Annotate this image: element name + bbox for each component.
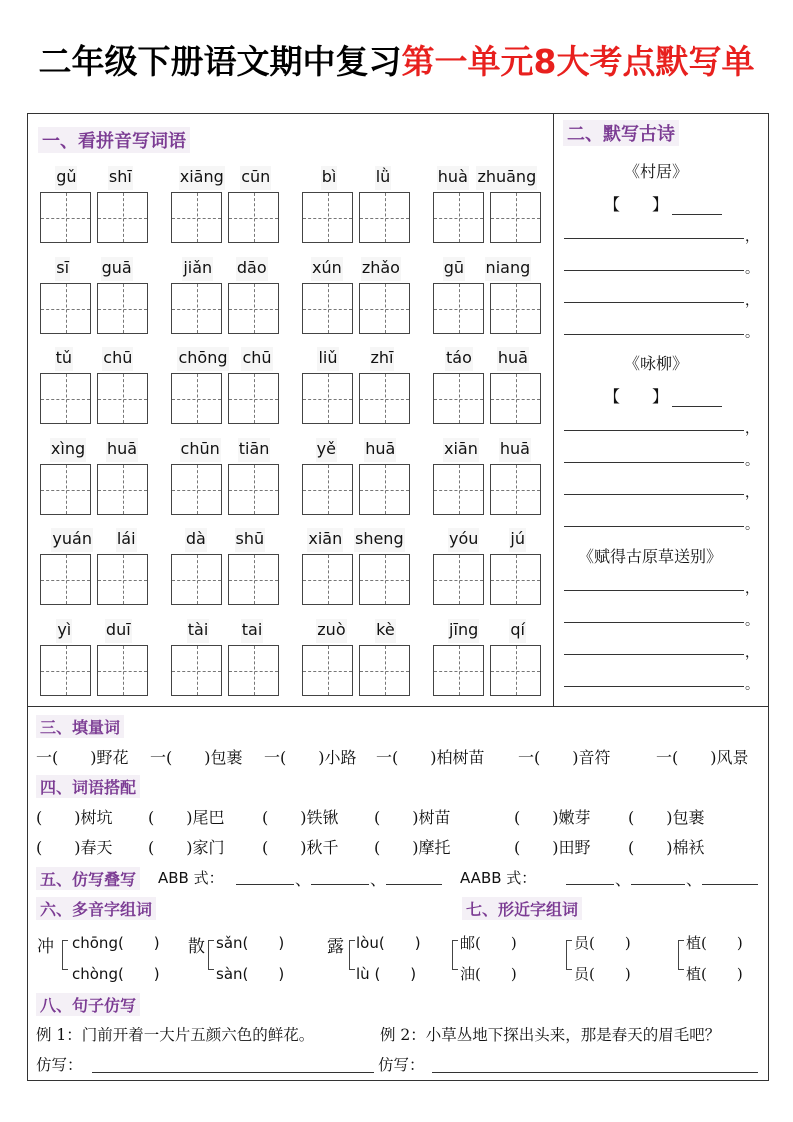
tian-zi-box[interactable] <box>359 554 410 605</box>
measure-item[interactable]: 一( )野花 <box>36 748 129 767</box>
writing-boxes <box>433 464 541 515</box>
polyphone-entry[interactable]: lòu( ) <box>356 934 421 952</box>
pinyin-label <box>302 528 410 552</box>
pinyin-syllable: dāo <box>236 257 268 281</box>
poem-line-blank[interactable] <box>564 238 744 239</box>
pinyin-word <box>40 528 148 605</box>
collocation-item[interactable]: ( )铁锹 <box>262 808 339 827</box>
pinyin-label <box>40 347 148 371</box>
pinyin-syllable: huā <box>499 438 531 462</box>
pinyin-word <box>433 528 541 605</box>
collocation-item[interactable]: ( )嫩芽 <box>514 808 591 827</box>
pinyin-word <box>433 257 541 334</box>
pinyin-syllable: xiāng <box>179 166 225 190</box>
poem-punct: 。 <box>745 677 759 693</box>
pinyin-syllable: lǜ <box>375 166 392 190</box>
writing-boxes <box>302 554 410 605</box>
tian-zi-box[interactable] <box>228 464 279 515</box>
pinyin-syllable: tǔ <box>55 347 73 371</box>
tian-zi-box[interactable] <box>97 373 148 424</box>
writing-boxes <box>171 554 279 605</box>
tian-zi-box[interactable] <box>228 373 279 424</box>
pinyin-label <box>171 257 279 281</box>
tian-zi-box[interactable] <box>490 645 541 696</box>
pinyin-syllable: sī <box>55 257 70 281</box>
writing-boxes <box>302 283 410 334</box>
pinyin-syllable: huā <box>497 347 529 371</box>
sec8-heading: 八、句子仿写 <box>36 993 140 1016</box>
measure-word-row <box>36 745 766 767</box>
tian-zi-box[interactable] <box>171 645 222 696</box>
polyphone-entry[interactable]: sàn( ) <box>216 965 285 983</box>
pinyin-syllable: zuò <box>316 619 346 643</box>
pinyin-syllable: chū <box>102 347 133 371</box>
writing-boxes <box>171 645 279 696</box>
tian-zi-box[interactable] <box>171 554 222 605</box>
tian-zi-box[interactable] <box>302 464 353 515</box>
measure-item[interactable]: 一( )音符 <box>518 748 611 767</box>
writing-boxes <box>40 645 148 696</box>
collocation-item[interactable]: ( )树苗 <box>374 808 451 827</box>
polyphone-char: 冲 <box>37 937 54 957</box>
pinyin-syllable: jīng <box>448 619 479 643</box>
pinyin-syllable: tài <box>187 619 210 643</box>
poem-punct: ， <box>745 229 759 245</box>
aabb-blank-3[interactable] <box>702 884 758 885</box>
pinyin-word <box>302 347 410 424</box>
writing-boxes <box>40 464 148 515</box>
writing-boxes <box>171 373 279 424</box>
sec3-heading: 三、填量词 <box>36 715 124 738</box>
similar-char-entry[interactable]: 邮( ) <box>460 934 517 952</box>
pinyin-syllable: zhī <box>370 347 395 371</box>
pinyin-label <box>302 619 410 643</box>
pinyin-word <box>302 619 410 696</box>
pinyin-syllable: sheng <box>354 528 405 552</box>
pinyin-syllable: huà <box>437 166 469 190</box>
tian-zi-box[interactable] <box>490 554 541 605</box>
brace <box>349 940 355 970</box>
imitate-label-2: 仿写： <box>378 1056 425 1074</box>
pinyin-syllable: cūn <box>240 166 271 190</box>
tian-zi-box[interactable] <box>490 373 541 424</box>
writing-boxes <box>171 283 279 334</box>
tian-zi-box[interactable] <box>40 192 91 243</box>
pinyin-syllable: huā <box>364 438 396 462</box>
tian-zi-box[interactable] <box>359 192 410 243</box>
collocation-item[interactable]: ( )春天 <box>36 838 113 857</box>
pinyin-label <box>40 619 148 643</box>
poem-line-blank[interactable] <box>564 686 744 687</box>
poem-title-cunju: 《村居》 <box>624 162 689 181</box>
aabb-label: AABB 式： <box>460 869 537 887</box>
pinyin-word <box>40 347 148 424</box>
pinyin-syllable: lái <box>116 528 137 552</box>
pinyin-label <box>171 347 279 371</box>
tian-zi-box[interactable] <box>171 373 222 424</box>
title-part1: 二年级下册语文期中复习 <box>38 42 402 81</box>
writing-boxes <box>433 373 541 424</box>
pinyin-syllable: bì <box>321 166 338 190</box>
tian-zi-box[interactable] <box>359 373 410 424</box>
tian-zi-box[interactable] <box>433 283 484 334</box>
tian-zi-box[interactable] <box>228 192 279 243</box>
tian-zi-box[interactable] <box>40 464 91 515</box>
brace <box>566 940 572 970</box>
writing-boxes <box>433 645 541 696</box>
poem-line-blank[interactable] <box>564 270 744 271</box>
pinyin-label <box>433 528 541 552</box>
pinyin-word <box>171 347 279 424</box>
example-1: 例 1：门前开着一大片五颜六色的鲜花。 <box>36 1026 315 1044</box>
pinyin-word <box>433 438 541 515</box>
abb-sep-2: 、 <box>370 870 387 889</box>
poem-punct: 。 <box>745 517 759 533</box>
writing-boxes <box>433 283 541 334</box>
poem-punct: ， <box>745 485 759 501</box>
polyphone-char: 露 <box>327 937 344 957</box>
abb-blank-1[interactable] <box>236 884 294 885</box>
pinyin-word <box>171 619 279 696</box>
pinyin-label <box>171 438 279 462</box>
pinyin-syllable: tiān <box>238 438 271 462</box>
similar-char-entry[interactable]: 油( ) <box>460 965 517 983</box>
abb-blank-3[interactable] <box>386 884 442 885</box>
sec5-heading: 五、仿写叠写 <box>36 867 140 890</box>
tian-zi-box[interactable] <box>171 283 222 334</box>
sec4-heading: 四、词语搭配 <box>36 775 140 798</box>
pinyin-word <box>171 257 279 334</box>
pinyin-word <box>40 257 148 334</box>
pinyin-syllable: shī <box>108 166 133 190</box>
tian-zi-box[interactable] <box>359 464 410 515</box>
tian-zi-box[interactable] <box>40 554 91 605</box>
sec2-heading: 二、默写古诗 <box>563 120 679 146</box>
pinyin-syllable: kè <box>375 619 396 643</box>
pinyin-word <box>40 619 148 696</box>
tian-zi-box[interactable] <box>40 373 91 424</box>
pinyin-word <box>302 528 410 605</box>
tian-zi-box[interactable] <box>433 645 484 696</box>
similar-char-entry[interactable]: 员( ) <box>574 965 631 983</box>
horizontal-divider <box>27 706 769 707</box>
collocation-item[interactable]: ( )家门 <box>148 838 225 857</box>
pinyin-word <box>40 438 148 515</box>
pinyin-syllable: tai <box>241 619 264 643</box>
poem-punct: ， <box>745 581 759 597</box>
brace <box>208 940 214 970</box>
imitate-label-1: 仿写： <box>36 1056 83 1074</box>
pinyin-syllable: huā <box>106 438 138 462</box>
tian-zi-box[interactable] <box>359 645 410 696</box>
vertical-divider <box>553 113 554 707</box>
polyphone-entry[interactable]: chòng( ) <box>72 965 160 983</box>
brace <box>452 940 458 970</box>
pinyin-label <box>433 166 541 190</box>
tian-zi-box[interactable] <box>40 283 91 334</box>
example-2: 例 2：小草丛地下探出头来，那是春天的眉毛吧？ <box>380 1026 721 1044</box>
tian-zi-box[interactable] <box>228 283 279 334</box>
aabb-blank-1[interactable] <box>566 884 614 885</box>
pinyin-label <box>40 438 148 462</box>
pinyin-label <box>171 528 279 552</box>
pinyin-syllable: chūn <box>180 438 221 462</box>
poem-punct: 。 <box>745 261 759 277</box>
pinyin-word <box>171 438 279 515</box>
writing-boxes <box>171 464 279 515</box>
writing-boxes <box>433 554 541 605</box>
imitate-blank-2[interactable] <box>432 1072 758 1073</box>
tian-zi-box[interactable] <box>490 283 541 334</box>
pinyin-syllable: xiān <box>443 438 479 462</box>
pinyin-label <box>302 166 410 190</box>
pinyin-word <box>433 347 541 424</box>
writing-boxes <box>302 373 410 424</box>
pinyin-label <box>433 619 541 643</box>
poem-line-blank[interactable] <box>564 334 744 335</box>
tian-zi-box[interactable] <box>97 645 148 696</box>
poem-author-yongliu[interactable]: 【 】 <box>604 384 722 407</box>
collocation-item[interactable]: ( )包裹 <box>628 808 705 827</box>
writing-boxes <box>40 554 148 605</box>
poem-line-blank[interactable] <box>564 526 744 527</box>
tian-zi-box[interactable] <box>490 192 541 243</box>
pinyin-syllable: jiǎn <box>182 257 213 281</box>
pinyin-syllable: yì <box>56 619 72 643</box>
pinyin-syllable: táo <box>445 347 473 371</box>
poem-line-blank[interactable] <box>564 494 744 495</box>
pinyin-syllable: chū <box>241 347 272 371</box>
pinyin-label <box>302 438 410 462</box>
polyphone-entry[interactable]: lù ( ) <box>356 965 417 983</box>
tian-zi-box[interactable] <box>433 373 484 424</box>
tian-zi-box[interactable] <box>302 645 353 696</box>
measure-item[interactable]: 一( )包裹 <box>150 748 243 767</box>
poem-title-yongliu: 《咏柳》 <box>624 354 689 373</box>
pinyin-syllable: shū <box>235 528 266 552</box>
collocation-item[interactable]: ( )摩托 <box>374 838 451 857</box>
tian-zi-box[interactable] <box>302 283 353 334</box>
pinyin-word <box>433 166 541 243</box>
tian-zi-box[interactable] <box>171 192 222 243</box>
pinyin-word <box>40 166 148 243</box>
pinyin-syllable: jú <box>509 528 526 552</box>
pinyin-label <box>171 619 279 643</box>
collocation-row-2 <box>36 835 766 857</box>
pinyin-syllable: niang <box>485 257 532 281</box>
poem-punct: 。 <box>745 453 759 469</box>
similar-char-entry[interactable]: 植( ) <box>686 965 743 983</box>
tian-zi-box[interactable] <box>302 192 353 243</box>
poem-punct: ， <box>745 645 759 661</box>
poem-punct: ， <box>745 421 759 437</box>
writing-boxes <box>40 373 148 424</box>
tian-zi-box[interactable] <box>433 554 484 605</box>
pinyin-syllable: zhǎo <box>361 257 401 281</box>
sec1-heading: 一、看拼音写词语 <box>38 127 190 153</box>
poem-line-blank[interactable] <box>564 462 744 463</box>
poem-author-cunju[interactable]: 【 】 <box>604 192 722 215</box>
pinyin-word <box>171 166 279 243</box>
writing-boxes <box>302 192 410 243</box>
pinyin-syllable: yuán <box>51 528 93 552</box>
abb-blank-2[interactable] <box>311 884 369 885</box>
collocation-item[interactable]: ( )田野 <box>514 838 591 857</box>
aabb-blank-2[interactable] <box>631 884 685 885</box>
pinyin-syllable: gǔ <box>55 166 77 190</box>
pinyin-syllable: xìng <box>50 438 86 462</box>
pinyin-label <box>302 257 410 281</box>
pinyin-word <box>171 528 279 605</box>
sec7-heading: 七、形近字组词 <box>462 897 582 920</box>
poem-punct: 。 <box>745 325 759 341</box>
tian-zi-box[interactable] <box>433 464 484 515</box>
writing-boxes <box>40 192 148 243</box>
poem-punct: ， <box>745 293 759 309</box>
writing-boxes <box>302 645 410 696</box>
aabb-sep-2: 、 <box>686 870 703 889</box>
tian-zi-box[interactable] <box>302 554 353 605</box>
tian-zi-box[interactable] <box>302 373 353 424</box>
pinyin-label <box>433 257 541 281</box>
abb-label: ABB 式： <box>158 869 224 887</box>
polyphone-entry[interactable]: sǎn( ) <box>216 934 285 952</box>
imitate-blank-1[interactable] <box>92 1072 374 1073</box>
page-title <box>0 36 793 83</box>
writing-boxes <box>302 464 410 515</box>
pinyin-label <box>40 257 148 281</box>
pinyin-word <box>302 166 410 243</box>
poem-line-blank[interactable] <box>564 430 744 431</box>
collocation-item[interactable]: ( )尾巴 <box>148 808 225 827</box>
poem-punct: 。 <box>745 613 759 629</box>
tian-zi-box[interactable] <box>97 283 148 334</box>
tian-zi-box[interactable] <box>433 192 484 243</box>
abb-sep-1: 、 <box>295 870 312 889</box>
sec6-heading: 六、多音字组词 <box>36 897 156 920</box>
pinyin-syllable: xún <box>311 257 343 281</box>
pinyin-label <box>40 528 148 552</box>
title-part2: 第一单元8大考点默写单 <box>401 42 755 81</box>
pinyin-label <box>433 438 541 462</box>
pinyin-label <box>302 347 410 371</box>
poem-line-blank[interactable] <box>564 590 744 591</box>
polyphone-entry[interactable]: chōng( ) <box>72 934 160 952</box>
pinyin-label <box>433 347 541 371</box>
tian-zi-box[interactable] <box>97 192 148 243</box>
collocation-item[interactable]: ( )秋千 <box>262 838 339 857</box>
tian-zi-box[interactable] <box>97 464 148 515</box>
tian-zi-box[interactable] <box>359 283 410 334</box>
tian-zi-box[interactable] <box>40 645 91 696</box>
pinyin-syllable: yě <box>316 438 337 462</box>
pinyin-word <box>433 619 541 696</box>
similar-char-entry[interactable]: 员( ) <box>574 934 631 952</box>
pinyin-label <box>40 166 148 190</box>
collocation-row-1 <box>36 805 766 827</box>
pinyin-word <box>302 257 410 334</box>
measure-item[interactable]: 一( )风景 <box>656 748 749 767</box>
collocation-item[interactable]: ( )树坑 <box>36 808 113 827</box>
similar-char-entry[interactable]: 植( ) <box>686 934 743 952</box>
tian-zi-box[interactable] <box>490 464 541 515</box>
pinyin-word <box>302 438 410 515</box>
tian-zi-box[interactable] <box>228 554 279 605</box>
pinyin-syllable: chōng <box>177 347 228 371</box>
pinyin-syllable: zhuāng <box>476 166 537 190</box>
writing-boxes <box>433 192 541 243</box>
pinyin-syllable: liǔ <box>317 347 338 371</box>
measure-item[interactable]: 一( )小路 <box>264 748 357 767</box>
collocation-item[interactable]: ( )棉袄 <box>628 838 705 857</box>
pinyin-syllable: guā <box>101 257 133 281</box>
tian-zi-box[interactable] <box>171 464 222 515</box>
pinyin-syllable: dà <box>185 528 207 552</box>
pinyin-syllable: yóu <box>448 528 479 552</box>
writing-boxes <box>40 283 148 334</box>
poem-line-blank[interactable] <box>564 622 744 623</box>
brace <box>62 940 68 970</box>
pinyin-syllable: xiān <box>307 528 343 552</box>
brace <box>678 940 684 970</box>
pinyin-label <box>171 166 279 190</box>
pinyin-syllable: qí <box>509 619 526 643</box>
tian-zi-box[interactable] <box>97 554 148 605</box>
poem-title-fude: 《赋得古原草送别》 <box>578 547 723 566</box>
pinyin-syllable: gū <box>443 257 465 281</box>
tian-zi-box[interactable] <box>228 645 279 696</box>
poem-line-blank[interactable] <box>564 654 744 655</box>
writing-boxes <box>171 192 279 243</box>
polyphone-char: 散 <box>188 937 205 957</box>
measure-item[interactable]: 一( )柏树苗 <box>376 748 485 767</box>
poem-line-blank[interactable] <box>564 302 744 303</box>
aabb-sep-1: 、 <box>615 870 632 889</box>
pinyin-syllable: duī <box>105 619 132 643</box>
